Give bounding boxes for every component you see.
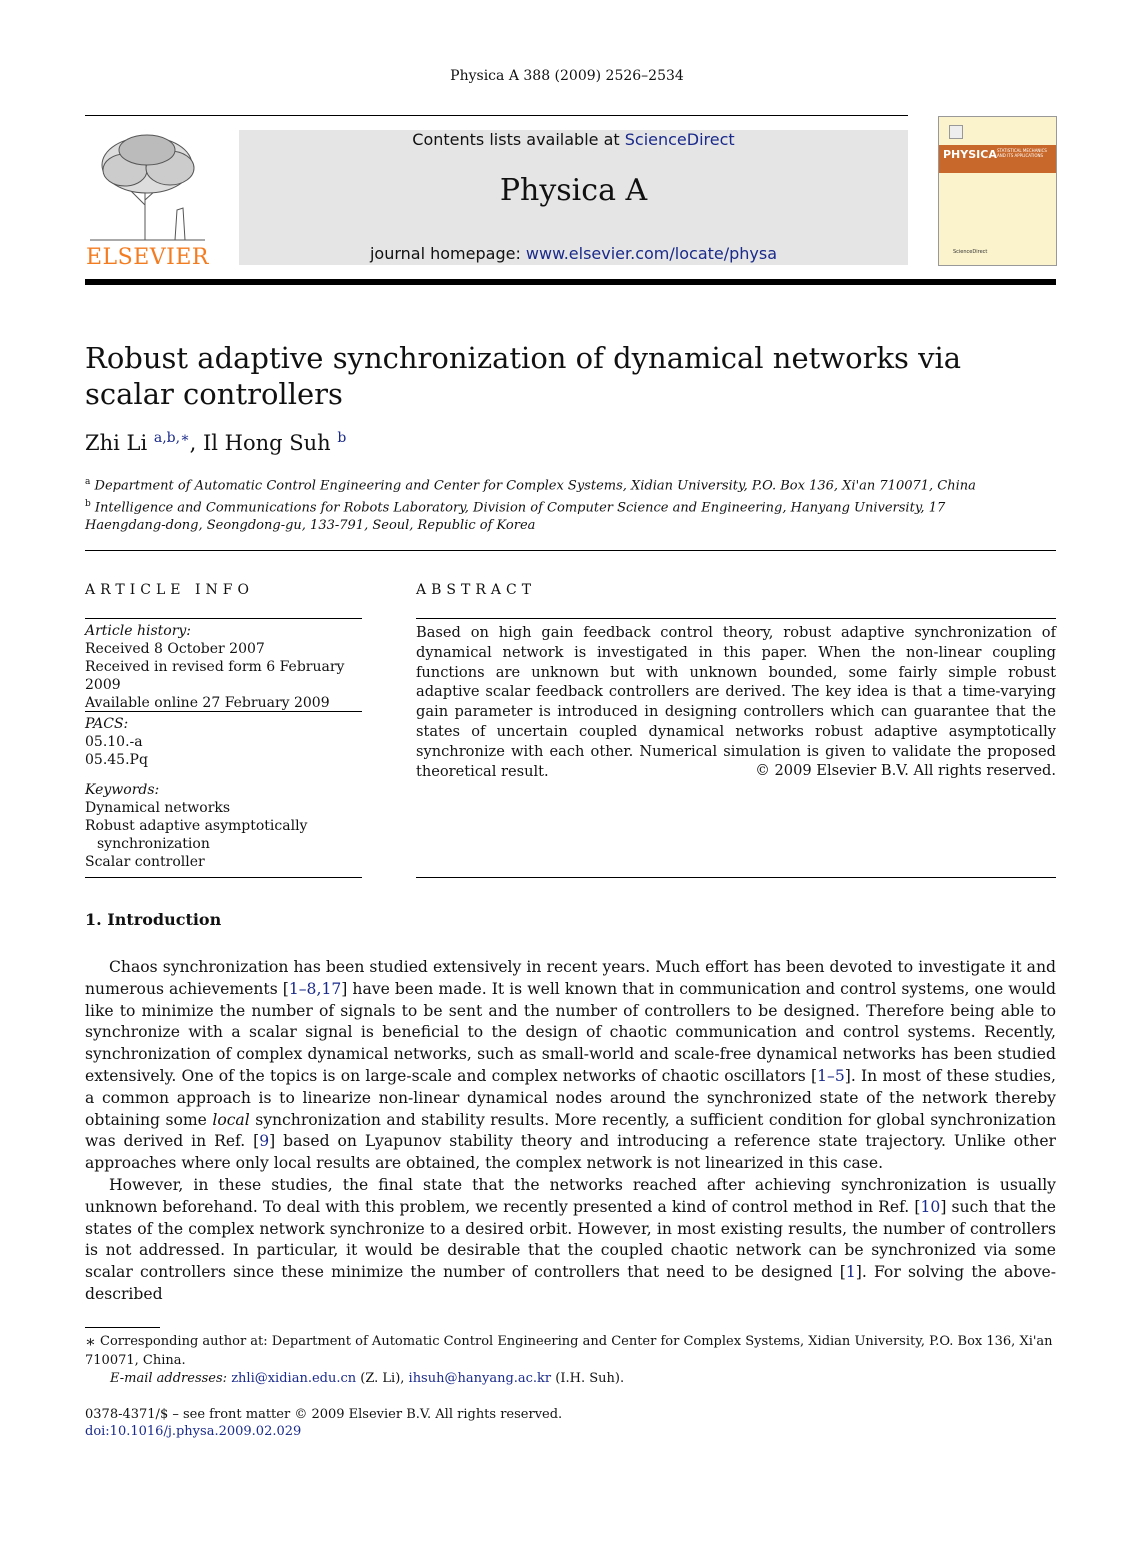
homepage-link[interactable]: www.elsevier.com/locate/physa	[525, 244, 778, 263]
citation-link[interactable]: 1–5	[817, 1066, 845, 1085]
article-title-line2: scalar controllers	[85, 377, 343, 411]
text-run: However, in these studies, the final state that the networks reached after achieving synchronization is usually unknown beforehand. To deal with this problem, we recently presented a kind of control method in Ref. [	[85, 1175, 1056, 1216]
emphasis: local	[212, 1110, 250, 1129]
issn-line: 0378-4371/$ – see front matter © 2009 Elsevier B.V. All rights reserved.	[85, 1407, 563, 1422]
abstract-copyright: © 2009 Elsevier B.V. All rights reserved.	[755, 762, 1056, 779]
author-1: Zhi Li	[85, 431, 148, 455]
corresponding-author-note	[85, 1333, 1056, 1370]
author-list	[85, 430, 346, 455]
header-thick-rule	[85, 279, 1056, 285]
cover-band	[939, 145, 1056, 173]
introduction-body	[85, 957, 1056, 1306]
citation-link[interactable]: 9	[259, 1132, 270, 1151]
author-2: Il Hong Suh	[202, 431, 331, 455]
abstract-rule-top	[416, 618, 1056, 619]
contents-prefix: Contents lists available at	[412, 130, 625, 149]
affiliation-b	[85, 495, 985, 535]
online-date: Available online 27 February 2009	[85, 695, 330, 711]
issn-block	[85, 1406, 562, 1440]
email-label: E-mail addresses:	[110, 1371, 228, 1386]
pacs-label: PACS:	[85, 716, 129, 732]
intro-paragraph-1	[85, 957, 1056, 1175]
footnote	[85, 1333, 1056, 1389]
sciencedirect-link[interactable]: ScienceDirect	[624, 130, 735, 149]
affil-b-text: Intelligence and Communications for Robots Laboratory, Division of Computer Science and Engineering, Hanyang University, 17 Haengdang-dong, Seongdong-gu, 133-791, Seoul, Republic of Korea	[85, 500, 946, 534]
keyword-continuation: synchronization	[97, 836, 210, 852]
journal-reference: Physica A 388 (2009) 2526–2534	[450, 68, 684, 84]
elsevier-logo[interactable]	[85, 130, 210, 270]
cover-sciencedirect: ScienceDirect	[953, 249, 988, 255]
intro-paragraph-2	[85, 1175, 1056, 1306]
article-history	[85, 622, 362, 712]
cover-title: PHYSICA	[943, 148, 997, 161]
abstract-text: Based on high gain feedback control theory, robust adaptive synchronization of dynamical network is investigated in this paper. When the non-linear coupling functions are unknown but with unknown bounded, some fairly simple robust adaptive scalar feedback controllers are derived. The key idea is that a time-varying gain parameter is introduced in designing controllers which can guarantee that the states of uncertain coupled dynamical networks robust adaptive asymptotically synchronize with each other. Numerical simulation is given to validate the proposed theoretical result.	[416, 624, 1056, 780]
email-link[interactable]: zhli@xidian.edu.cn	[231, 1371, 357, 1386]
footnote-rule	[85, 1327, 160, 1328]
homepage-prefix: journal homepage:	[369, 244, 526, 263]
email-link[interactable]: ihsuh@hanyang.ac.kr	[408, 1371, 552, 1386]
citation-link[interactable]: 10	[920, 1197, 941, 1216]
keywords-block	[85, 781, 362, 871]
history-label: Article history:	[85, 623, 192, 639]
author-2-affil-link[interactable]: b	[337, 430, 347, 446]
homepage-line	[239, 244, 908, 263]
citation-link[interactable]: 1–8,17	[288, 979, 342, 998]
info-rule-bottom	[85, 877, 362, 878]
cover-subtitle: STATISTICAL MECHANICS AND ITS APPLICATIONS	[997, 148, 1047, 158]
info-rule-1	[85, 618, 362, 619]
text-run: ]. For solving the above-described	[85, 1263, 1057, 1303]
keyword: Robust adaptive asymptotically	[85, 818, 308, 834]
keywords-label: Keywords:	[85, 782, 160, 798]
email-owner: (I.H. Suh).	[551, 1371, 625, 1386]
corresponding-text: Corresponding author at: Department of Automatic Control Engineering and Center for Complex Systems, Xidian University, P.O. Box 136, Xi'an 710071, China.	[85, 1334, 1053, 1368]
affil-a-marker: a	[85, 477, 91, 487]
pacs-block	[85, 715, 362, 769]
pacs-code: 05.45.Pq	[85, 752, 148, 768]
affil-b-marker: b	[85, 499, 91, 509]
publisher-name: ELSEVIER	[85, 245, 209, 270]
text-run: Chaos synchronization has been studied extensively in recent years. Much effort has been devoted to investigate it and numerous achievements [	[85, 958, 1056, 998]
article-title	[85, 340, 985, 412]
affiliation-a	[85, 473, 1056, 495]
author-1-affil-link[interactable]: a,b,∗	[153, 430, 190, 446]
affil-rule	[85, 550, 1056, 551]
cover-emblem-icon	[949, 125, 963, 139]
text-run: ] have been made. It is well known that in communication and control systems, one would like to minimize the number of signals to be sent and the number of controllers to be designed. Therefore being able to synchronize with a scalar signal is beneficial to the design of chaotic communication and control systems. Recently, synchronization of complex dynamical networks, such as small-world and scale-free dynamical networks has been studied extensively. One of the topics is on large-scale and complex networks of chaotic oscillators [	[85, 979, 1057, 1085]
journal-title: Physica A	[499, 173, 648, 208]
abstract-heading: ABSTRACT	[416, 582, 537, 598]
section-heading-introduction: 1. Introduction	[85, 910, 222, 929]
affil-a-text: Department of Automatic Control Engineering and Center for Complex Systems, Xidian University, P.O. Box 136, Xi'an 710071, China	[94, 478, 976, 494]
text-run: ] based on Lyapunov stability theory and introducing a reference state trajectory. Unlike other approaches where only local results are obtained, the complex network is not linearized in this case.	[85, 1132, 1056, 1173]
doi-link[interactable]: doi:10.1016/j.physa.2009.02.029	[85, 1424, 302, 1439]
article-title-line1: Robust adaptive synchronization of dynamical networks via	[85, 341, 962, 375]
tree-logo-icon	[85, 130, 210, 242]
article-info-heading: ARTICLE INFO	[85, 582, 254, 598]
email-owner: (Z. Li),	[356, 1371, 409, 1386]
author-separator: ,	[189, 431, 203, 455]
revised-date: Received in revised form 6 February 2009	[85, 659, 345, 693]
text-run: ]. In most of these studies, a common approach is to linearize non-linear dynamical nodes around the synchronized state of the network thereby obtaining some	[85, 1066, 1056, 1129]
email-line	[85, 1370, 1056, 1389]
journal-masthead	[239, 130, 908, 265]
abstract-rule-bottom	[416, 877, 1056, 878]
text-run: ] such that the states of the complex network synchronize to a desired orbit. However, in most existing results, the number of controllers is not addressed. In particular, it would be desirable that the coupled chaotic network can be synchronized via some scalar controllers since these minimize the number of controllers that need to be designed [	[85, 1197, 1056, 1282]
keyword: Dynamical networks	[85, 800, 231, 816]
citation-link[interactable]: 1	[845, 1263, 856, 1282]
contents-line	[239, 130, 908, 149]
pacs-code: 05.10.-a	[85, 734, 143, 750]
info-rule-2	[85, 711, 362, 712]
received-date: Received 8 October 2007	[85, 641, 265, 657]
keyword: Scalar controller	[85, 854, 205, 870]
journal-cover-thumbnail[interactable]	[938, 116, 1057, 266]
text-run: synchronization and stability results. More recently, a sufficient condition for global synchronization was derived in Ref. [	[85, 1110, 1056, 1151]
footnote-star: ∗	[85, 1332, 96, 1351]
top-rule	[85, 115, 908, 116]
